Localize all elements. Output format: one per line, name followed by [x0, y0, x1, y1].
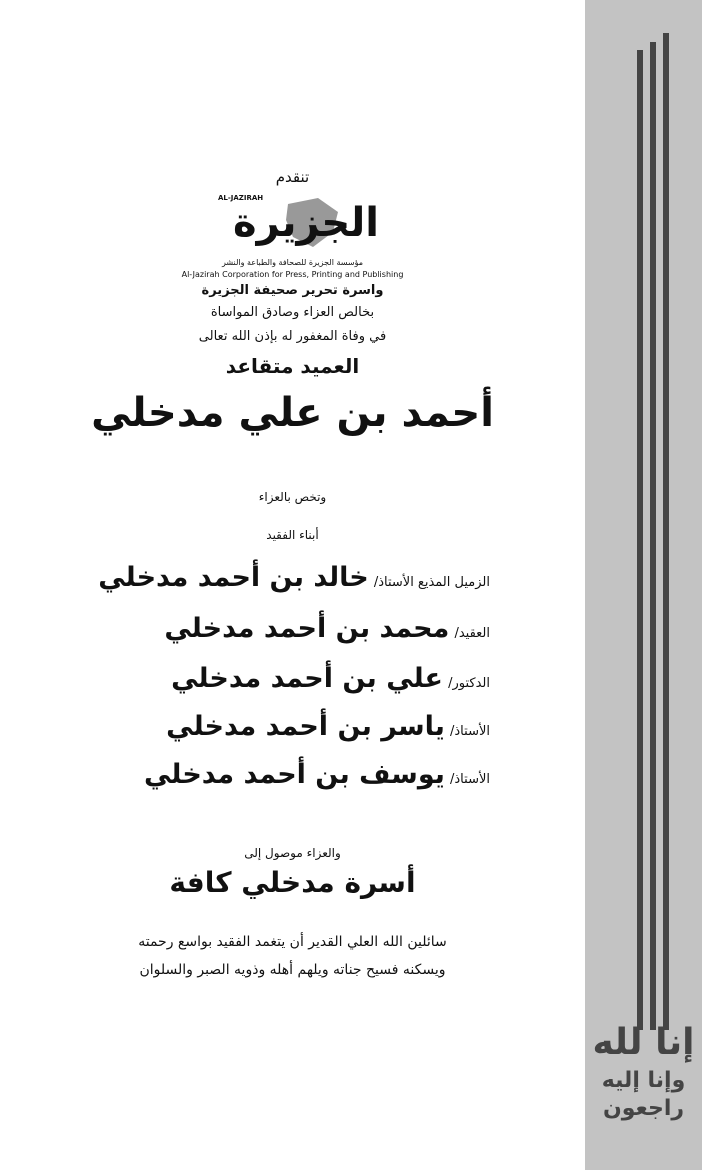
rank: العميد متقاعد [225, 354, 360, 378]
verse-line: وإنا إليه [601, 1068, 686, 1093]
extended-note: والعزاء موصول إلى [244, 846, 341, 860]
son-line: الأستاذ/ ياسر بن أحمد مدخلي [166, 711, 490, 742]
son-line: الأستاذ/ يوسف بن أحمد مدخلي [143, 759, 490, 790]
prayer-line: سائلين الله العلي القدير أن يتغمد الفقيد بواسع رحمته [138, 934, 447, 950]
prayer-line: ويسكنه فسيح جناته ويلهم أهله وذويه الصبر والسلوان [139, 962, 446, 978]
org-arabic: مؤسسة الجزيرة للصحافة والطباعة والنشر [221, 258, 363, 267]
al-jazirah-logo [218, 192, 379, 256]
org-english: Al-Jazirah Corporation for Press, Printing and Publishing [181, 270, 404, 279]
vertical-bar [663, 33, 669, 1030]
logo-latin: AL-JAZIRAH [218, 194, 264, 202]
line: واسرة تحرير صحيفة الجزيرة [201, 283, 384, 298]
sons-label: أبناء الفقيد [266, 528, 319, 542]
side-strip [585, 0, 702, 1170]
vertical-bar [637, 50, 643, 1030]
son-line: العقيد/ محمد بن أحمد مدخلي [164, 613, 490, 644]
logo-arabic: الجزيرة [233, 200, 379, 246]
line: بخالص العزاء وصادق المواساة [210, 305, 375, 320]
intro-text: تنقدم [275, 168, 310, 186]
verse-line: إنا لله [592, 1022, 695, 1063]
special-note: وتخص بالعزاء [258, 490, 327, 504]
line: في وفاة المغفور له بإذن الله تعالى [198, 329, 387, 344]
vertical-bar [650, 42, 656, 1030]
verse-line: راجعون [602, 1096, 685, 1121]
son-line: الدكتور/ علي بن أحمد مدخلي [171, 663, 490, 694]
family-name: أسرة مدخلي كافة [169, 866, 416, 899]
son-line: الزميل المذيع الأستاذ/ خالد بن أحمد مدخلي [98, 562, 490, 593]
deceased-name: أحمد بن علي مدخلي [91, 390, 494, 436]
